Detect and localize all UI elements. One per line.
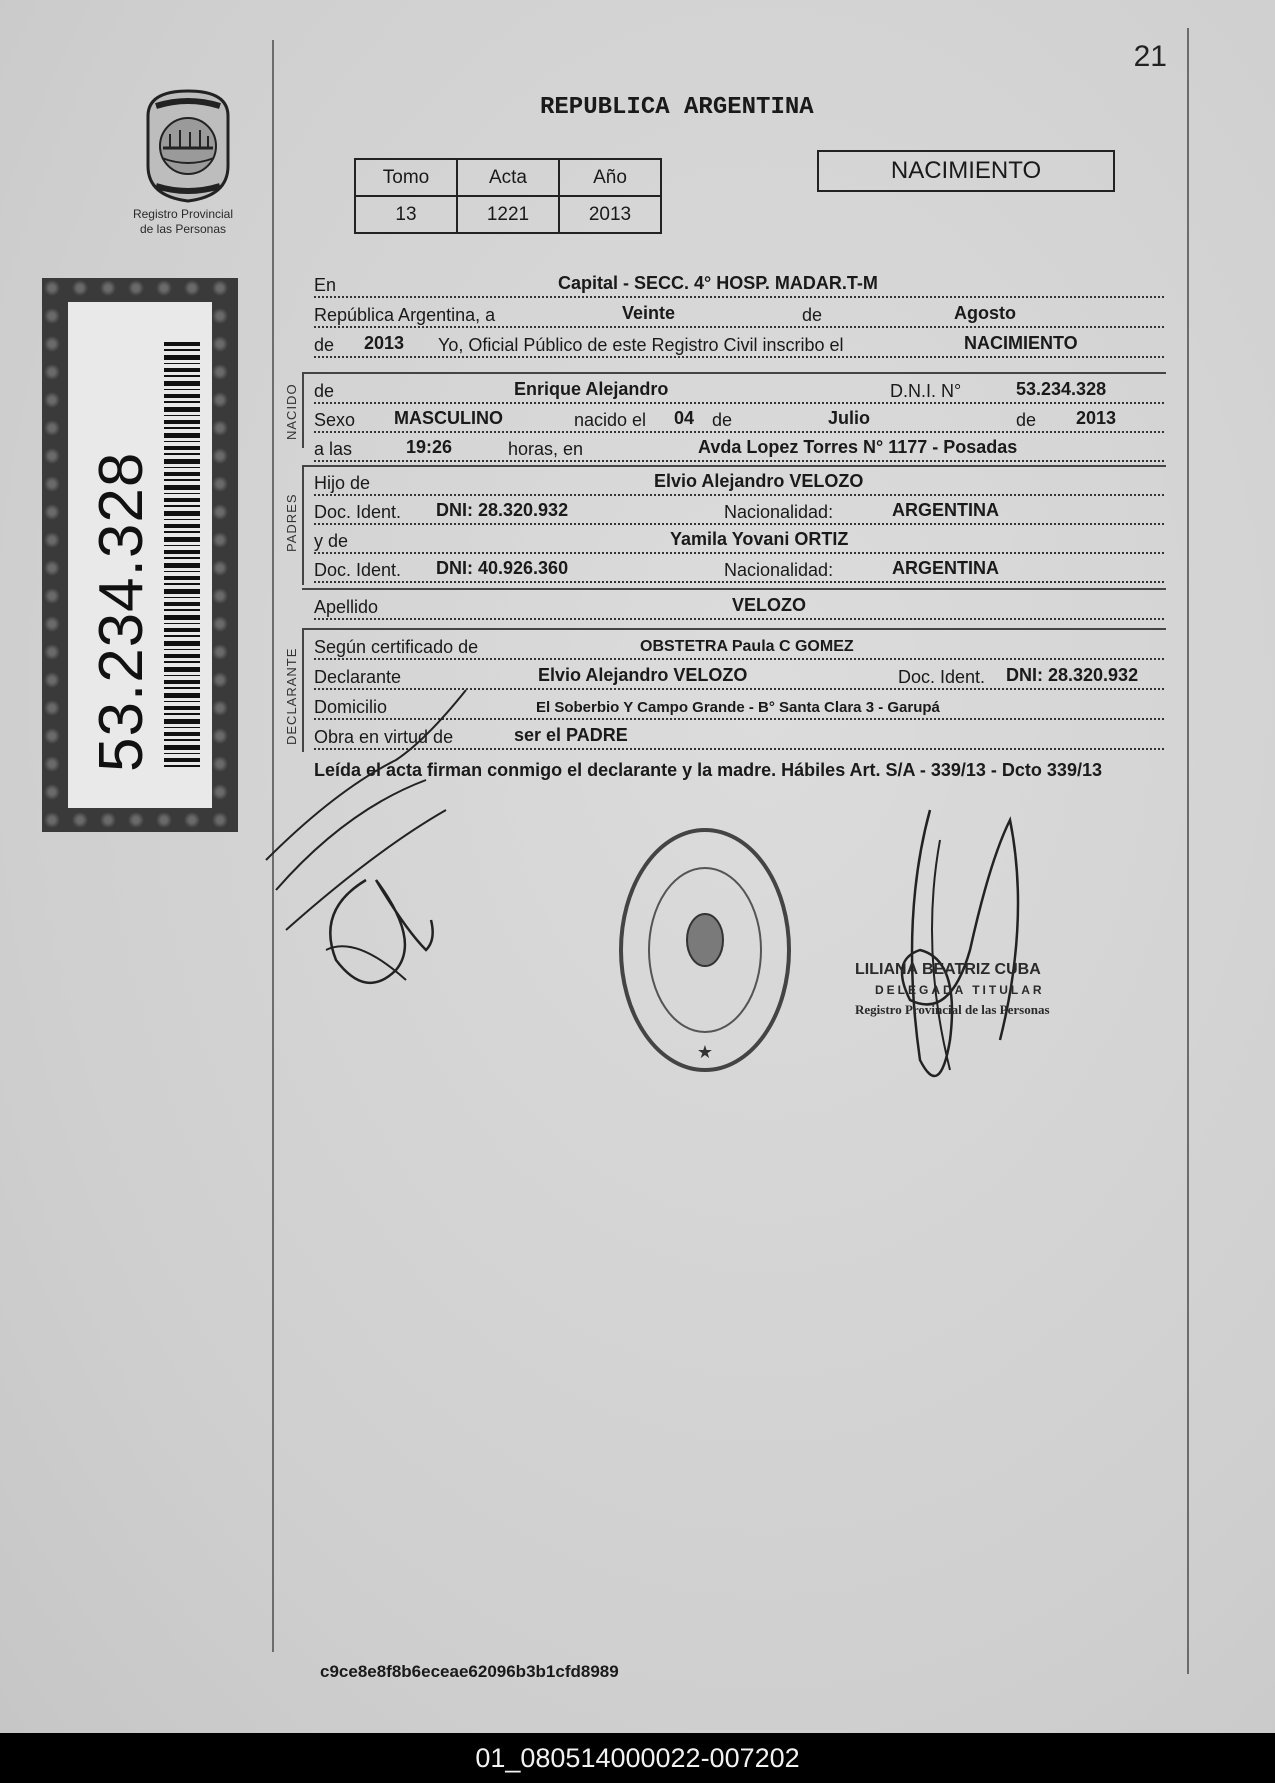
officer-name: LILIANA BEATRIZ CUBA — [855, 961, 1041, 978]
dotted-line — [314, 494, 1164, 496]
madre-nombre: Yamila Yovani ORTIZ — [670, 529, 849, 549]
section-divider — [302, 588, 1166, 590]
dotted-line — [314, 658, 1164, 660]
declarante-row-cert — [314, 632, 1164, 660]
dotted-line — [314, 618, 1164, 620]
declarante-tag: DECLARANTE — [284, 647, 299, 745]
padres-row-doc-madre — [314, 555, 1164, 583]
nacido-row-sexo — [314, 405, 1164, 433]
document-hash: c9ce8e8f8b6eceae62096b3b1cfd8989 — [320, 1662, 619, 1681]
inscribo-value: NACIMIENTO — [964, 333, 1078, 353]
intro-row-en — [314, 270, 1164, 298]
anio-inscripcion: 2013 — [364, 333, 405, 353]
intro-row-inscribo — [314, 330, 1164, 358]
nacido-nombre: Enrique Alejandro — [514, 379, 669, 399]
declarante-label: Declarante — [314, 667, 402, 687]
dotted-line — [314, 552, 1164, 554]
hora-value: 19:26 — [406, 437, 453, 457]
en-value: Capital - SECC. 4° HOSP. MADAR.T-M — [558, 273, 878, 293]
dni-barcode-label — [42, 278, 238, 832]
nacido-de2-label: de — [712, 410, 733, 430]
provincial-emblem — [138, 86, 238, 204]
padre-nombre: Elvio Alejandro VELOZO — [654, 471, 864, 491]
domicilio-value: El Soberbio Y Campo Grande - B° Santa Clara 3 - Garupá — [536, 699, 940, 716]
svg-text:★: ★ — [696, 1042, 714, 1063]
cert-label: Según certificado de — [314, 637, 479, 657]
declarant-signature — [256, 680, 536, 1000]
dni-label-inner — [68, 302, 212, 808]
de-label: de — [802, 305, 823, 325]
alas-label: a las — [314, 439, 353, 459]
padres-tag: PADRES — [284, 493, 299, 552]
section-divider — [302, 372, 1166, 374]
nacido-row-hora — [314, 434, 1164, 462]
apellido-label: Apellido — [314, 597, 379, 617]
apellido-value: VELOZO — [732, 595, 807, 615]
officer-signature — [880, 800, 1040, 1100]
dni-label: D.N.I. N° — [890, 381, 962, 401]
hijo-label: Hijo de — [314, 473, 371, 493]
anio-header: Año — [559, 159, 661, 196]
padres-row-doc-padre — [314, 497, 1164, 525]
padre-nac: ARGENTINA — [892, 500, 999, 520]
yo-label: Yo, Oficial Público de este Registro Civil inscribo el — [438, 335, 844, 355]
lugar-value: Avda Lopez Torres N° 1177 - Posadas — [698, 437, 1018, 457]
record-table — [354, 158, 662, 234]
registry-name-line1: Registro Provincial — [132, 207, 234, 221]
nacido-tag: NACIDO — [284, 383, 299, 440]
record-type-box: NACIMIENTO — [817, 150, 1115, 192]
page-number: 21 — [1133, 40, 1167, 73]
acta-value: 1221 — [457, 196, 559, 233]
right-margin-line — [1187, 28, 1189, 1674]
declarante-value: Elvio Alejandro VELOZO — [538, 665, 748, 685]
nacido-anio: 2013 — [1076, 408, 1117, 428]
officer-org: Registro Provincial de las Personas — [855, 1002, 1050, 1017]
dia-value: Veinte — [622, 303, 676, 323]
dotted-line — [314, 523, 1164, 525]
cert-value: OBSTETRA Paula C GOMEZ — [640, 638, 854, 655]
padre-nac-label: Nacionalidad: — [724, 502, 834, 522]
obra-value: ser el PADRE — [514, 725, 628, 745]
registry-name-line2: de las Personas — [139, 222, 227, 236]
domicilio-label: Domicilio — [314, 697, 388, 717]
yde-label: y de — [314, 531, 349, 551]
officer-role: DELEGADA TITULAR — [875, 983, 1045, 997]
madre-doc-label: Doc. Ident. — [314, 560, 402, 580]
mes-value: Agosto — [954, 303, 1016, 323]
section-side-line — [302, 372, 304, 448]
acta-header: Acta — [457, 159, 559, 196]
horas-label: horas, en — [508, 439, 584, 459]
obra-label: Obra en virtud de — [314, 727, 454, 747]
padre-doc: DNI: 28.320.932 — [436, 500, 569, 520]
section-side-line — [302, 465, 304, 585]
sexo-value: MASCULINO — [394, 408, 503, 428]
apellido-row — [314, 592, 1164, 620]
nacido-de3-label: de — [1016, 410, 1037, 430]
section-divider — [302, 465, 1166, 467]
sexo-label: Sexo — [314, 410, 356, 430]
republica-label: República Argentina, a — [314, 305, 496, 325]
nacido-mes: Julio — [828, 408, 871, 428]
nacido-dia: 04 — [674, 408, 695, 428]
tomo-value: 13 — [355, 196, 457, 233]
dotted-line — [314, 402, 1164, 404]
registry-name — [108, 207, 258, 237]
declarante-doc-label: Doc. Ident. — [898, 667, 986, 687]
en-label: En — [314, 275, 337, 295]
padres-row-madre — [314, 526, 1164, 554]
nacido-de-label: de — [314, 381, 335, 401]
dni-number: 53.234.328 — [87, 451, 156, 772]
barcode — [164, 342, 200, 768]
dotted-line — [314, 296, 1164, 298]
dotted-line — [314, 460, 1164, 462]
nacido-row-nombre — [314, 376, 1164, 404]
document-title: REPUBLICA ARGENTINA — [540, 94, 814, 121]
nacido-el-label: nacido el — [574, 410, 647, 430]
madre-nac-label: Nacionalidad: — [724, 560, 834, 580]
nacido-dni: 53.234.328 — [1016, 379, 1107, 399]
padre-doc-label: Doc. Ident. — [314, 502, 402, 522]
anio-value: 2013 — [559, 196, 661, 233]
dotted-line — [314, 431, 1164, 433]
intro-row-fecha — [314, 300, 1164, 328]
madre-nac: ARGENTINA — [892, 558, 999, 578]
scan-footer: 01_080514000022-007202 — [0, 1733, 1275, 1783]
madre-doc: DNI: 40.926.360 — [436, 558, 569, 578]
de2-label: de — [314, 335, 335, 355]
dotted-line — [314, 326, 1164, 328]
dotted-line — [314, 581, 1164, 583]
closing-statement: Leída el acta firman conmigo el declarante y la madre. Hábiles Art. S/A - 339/13 - Dcto 339/13 — [314, 760, 1102, 780]
declarante-doc: DNI: 28.320.932 — [1006, 665, 1139, 685]
officer-stamp — [855, 960, 1105, 1020]
delegation-seal — [615, 822, 795, 1077]
tomo-header: Tomo — [355, 159, 457, 196]
section-divider — [302, 628, 1166, 630]
dotted-line — [314, 356, 1164, 358]
padres-row-hijo — [314, 468, 1164, 496]
